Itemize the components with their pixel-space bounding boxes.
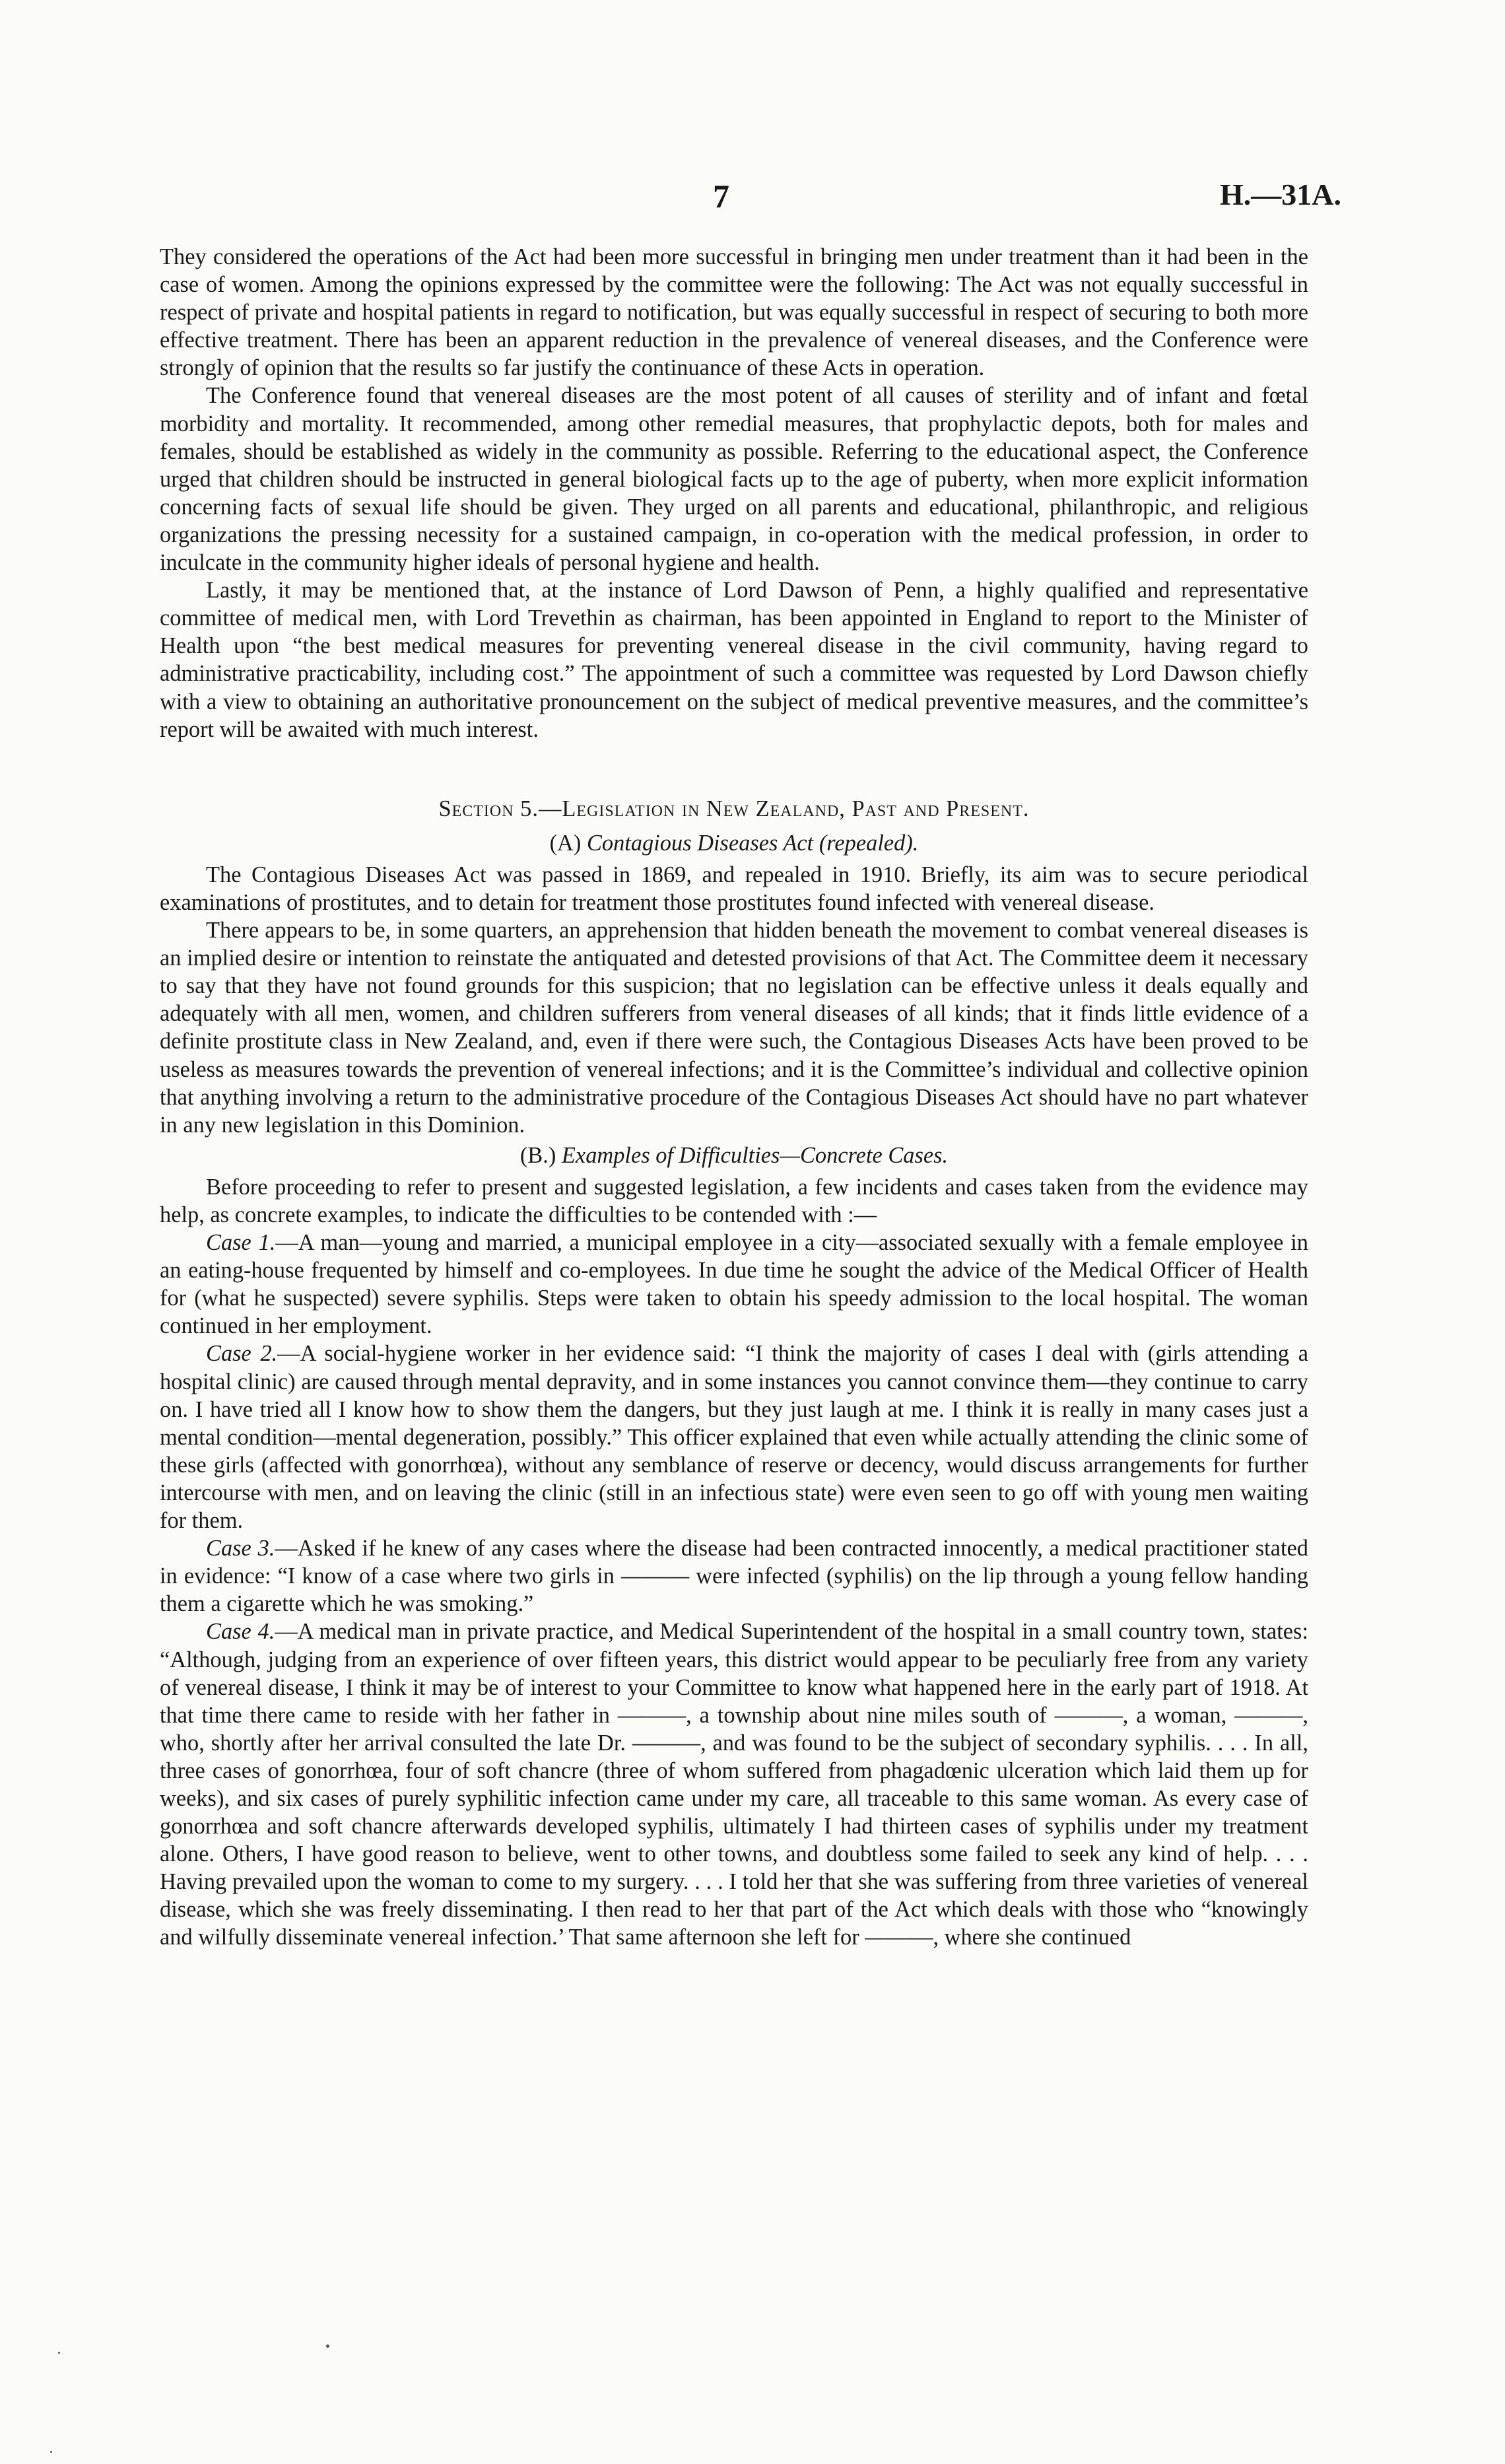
page-number: 7 [713,178,729,215]
case-text: —A man—young and married, a municipal employee in a city—associated sexually with a female employee in an eating-house frequented by himself and co-employees. In due time he sought the advice of the Medical Officer of Health for (what he suspected) severe syphilis. Steps were taken to obtain his speedy admission to the local hospital. The woman continued in her employment. [160,1230,1308,1339]
case-label: Case 3. [206,1536,275,1561]
case-paragraph [160,1229,1308,1340]
case-label: Case 1. [206,1230,276,1256]
subsection-heading-b [160,1142,1308,1169]
paragraph: Before proceeding to refer to present and suggested legislation, a few incidents and cases taken from the evidence may help, as concrete examples, to indicate the difficulties to be contended with :— [160,1174,1308,1227]
case-text: —A social-hygiene worker in her evidence said: “I think the majority of cases I deal with (girls attending a hospital clinic) are caused through mental depravity, and in some instances you cannot convince them—they continue to carry on. I have tried all I know how to show them the dangers, but they just laugh at me. I think it is really in many cases just a mental condition—mental degeneration, possibly.” This officer explained that even while actually attending the clinic some of these girls (affected with gonorrhœa), without any semblance of reserve or decency, would discuss arrangements for further intercourse with men, and on leaving the clinic (still in an infectious state) were even seen to go off with young men waiting for them. [160,1341,1308,1534]
case-paragraph [160,1618,1308,1951]
case-paragraph [160,1534,1308,1618]
scan-speck [326,2344,329,2348]
subsection-heading-a [160,829,1308,857]
paragraph: The Contagious Diseases Act was passed in 1869, and repealed in 1910. Briefly, its aim was to secure periodical examinations of prostitutes, and to detain for treatment those prostitutes found infected with venereal disease. [160,862,1308,915]
scan-speck [58,2352,60,2354]
subsection-label: (A) [549,830,582,856]
case-text: —A medical man in private practice, and Medical Superintendent of the hospital in a small country town, states: “Although, judging from an experience of over fifteen years, this district would appear to be peculiarly free from any variety of venereal disease, I think it may be of interest to your Committee to know what happened here in the early part of 1918. At that time there came to reside with her father in ———, a township about nine miles south of ———, a woman, ———, who, shortly after her arrival consulted the late Dr. ———, and was found to be the subject of secondary syphilis. . . . In all, three cases of gonorrhœa, four of soft chancre (three of whom suffered from phagadœnic ulceration which laid them up for weeks), and six cases of purely syphilitic infection came under my care, all traceable to this same woman. As every case of gonorrhœa and soft chancre afterwards developed syphilis, ultimately I had thirteen cases of syphilis under my treatment alone. Others, I have good reason to believe, went to other towns, and doubtless some failed to seek any kind of help. . . . Having prevailed upon the woman to come to my surgery. . . . I told her that she was suffering from three varieties of venereal disease, which she was freely disseminating. I then read to her that part of the Act which deals with those who “knowingly and wilfully disseminate venereal infection.’ That same afternoon she left for ———, where she continued [160,1619,1308,1950]
paragraph: The Conference found that venereal diseases are the most potent of all causes of sterility and of infant and fœtal morbidity and mortality. It recommended, among other remedial measures, that prophylactic depots, both for males and females, should be established as widely in the community as possible. Referring to the educational aspect, the Conference urged that children should be instructed in general biological facts up to the age of puberty, when more explicit information concerning facts of sexual life should be given. They urged on all parents and educational, philanthropic, and religious organizations the pressing necessity for a sustained campaign, in co-operation with the medical profession, in order to inculcate in the community higher ideals of personal hygiene and health. [160,383,1308,576]
paragraph: Lastly, it may be mentioned that, at the instance of Lord Dawson of Penn, a highly qualified and representative committee of medical men, with Lord Trevethin as chairman, has been appointed in England to report to the Minister of Health upon “the best medical measures for preventing venereal disease in the civil community, having regard to administrative practicability, including cost.” The appointment of such a committee was requested by Lord Dawson chiefly with a view to obtaining an authoritative pronouncement on the subject of medical preventive measures, and the committee’s report will be awaited with much interest. [160,578,1308,742]
page-header [0,177,1505,217]
section-heading: Section 5.—Legislation in New Zealand, Past and Present. [438,796,1030,821]
page-body [160,243,1308,1952]
paragraph: There appears to be, in some quarters, an apprehension that hidden beneath the movement to combat venereal diseases is an implied desire or intention to reinstate the antiquated and detested provisions of that Act. The Committee deem it necessary to say that they have not found grounds for this suspicion; that no legislation can be effective unless it deals equally and adequately with all men, women, and children sufferers from veneral diseases of all kinds; that it finds little evidence of a definite prostitute class in New Zealand, and, even if there were such, the Contagious Diseases Acts have been proved to be useless as measures towards the prevention of venereal infections; and it is the Committee’s individual and collective opinion that anything involving a return to the administrative procedure of the Contagious Diseases Act should have no part whatever in any new legislation in this Dominion. [160,918,1308,1138]
case-paragraph [160,1340,1308,1534]
scan-speck [50,2451,52,2453]
case-label: Case 4. [206,1619,275,1645]
case-label: Case 2. [206,1341,278,1367]
paragraph: They considered the operations of the Act had been more successful in bringing men under treatment than it had been in the case of women. Among the opinions expressed by the committee were the following: The Act was not equally successful in respect of private and hospital patients in regard to notification, but was equally successful in respect of securing to both more effective treatment. There has been an apparent reduction in the prevalence of venereal diseases, and the Conference were strongly of opinion that the results so far justify the continuance of these Acts in operation. [160,244,1308,381]
subsection-label: (B.) [519,1142,556,1168]
document-reference: H.—31A. [1220,178,1341,211]
case-text: —Asked if he knew of any cases where the disease had been contracted innocently, a medical practitioner stated in evidence: “I know of a case where two girls in ——— were infected (syphilis) on the lip through a young fellow handing them a cigarette which he was smoking.” [160,1536,1308,1617]
subsection-title: Contagious Diseases Act (repealed). [586,830,919,856]
subsection-title: Examples of Difficulties—Concrete Cases. [561,1142,949,1168]
